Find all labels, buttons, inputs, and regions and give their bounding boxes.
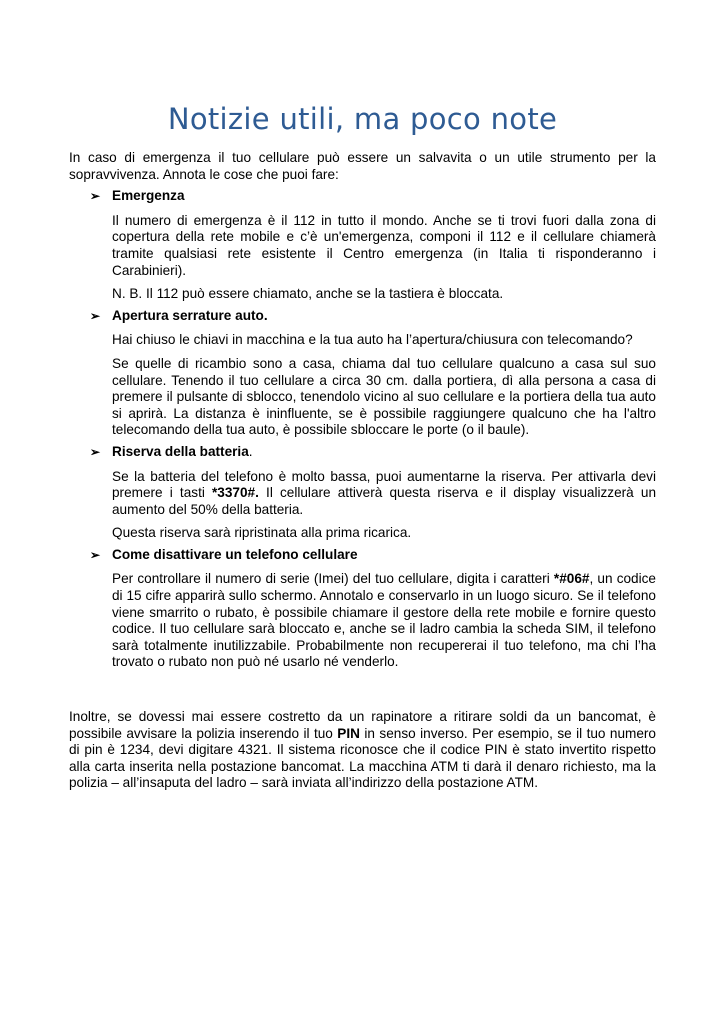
text-run: Inoltre, se dovessi mai essere costretto da un rapinatore a ritirare soldi da un bancomat, è possibile avvisare la polizia inserendo il tuo: [69, 709, 656, 741]
text-run: Per controllare il numero di serie (Imei) del tuo cellulare, digita i caratteri: [112, 571, 554, 587]
arrow-bullet-icon: ➢: [90, 444, 101, 459]
arrow-bullet-icon: ➢: [90, 189, 101, 204]
section-heading-text: Emergenza: [112, 188, 185, 204]
arrow-bullet-icon: ➢: [90, 547, 101, 562]
code-text: *#06#: [553, 571, 590, 587]
section-paragraph: [112, 469, 656, 519]
section-heading-text: Riserva della batteria: [112, 443, 249, 459]
section-apertura-serrature: [90, 307, 656, 439]
section-heading: [90, 188, 656, 205]
section-paragraph: Il numero di emergenza è il 112 in tutto il mondo. Anche se ti trovi fuori dalla zona di copertura della rete mobile e c’è un'emergenza, componi il 112 e il cellulare chiamerà tramite qualsiasi rete esistente il Centro emergenza (in Italia ti risponderanno i Carabinieri).: [112, 212, 656, 278]
text-run: in senso inverso. Per esempio, se il tuo numero di pin è 1234, devi digitare 4321. Il sistema riconosce che il codice PIN è stato invertito rispetto alla carta inserita nella postazione bancomat. La macchina ATM ti darà il denaro richiesto, ma la polizia – all’insaputa del ladro – sarà inviata all’indirizzo della postazione ATM.: [69, 725, 656, 791]
text-run: , un codice di 15 cifre apparirà sullo schermo. Annotalo e conservarlo in un luogo sicuro. Se il telefono viene smarrito o rubato, è possibile chiamare il gestore della rete mobile e fornire questo codice. Il tuo cellulare sarà bloccato e, anche se il ladro cambia la scheda SIM, il telefono sarà totalmente inutilizzabile. Probabilmente non recupererai il tuo telefono, ma chi l’ha trovato o rubato non può né usarlo né venderlo.: [112, 571, 656, 670]
section-heading-text: Apertura serrature auto.: [112, 307, 268, 323]
text-run: Se la batteria del telefono è molto bassa, puoi aumentarne la riserva. Per attivarla devi premere i tasti: [112, 468, 656, 501]
section-paragraph: Questa riserva sarà ripristinata alla prima ricarica.: [112, 525, 412, 541]
intro-paragraph: In caso di emergenza il tuo cellulare può essere un salvavita o un utile strumento per la sopravvivenza. Annota le cose che puoi fare:: [69, 150, 656, 182]
section-paragraph: [112, 571, 656, 671]
page-title: Notizie utili, ma poco note: [167, 102, 558, 136]
arrow-bullet-icon: ➢: [90, 308, 101, 323]
closing-paragraph: [69, 709, 656, 792]
section-riserva-batteria: [90, 443, 657, 542]
section-heading-suffix: .: [248, 443, 253, 459]
section-heading-text: Come disattivare un telefono cellulare: [112, 546, 358, 562]
section-heading: [90, 307, 656, 325]
section-heading: [90, 546, 656, 564]
section-disattivare-cellulare: [90, 546, 656, 671]
code-text: *3370#.: [212, 485, 259, 501]
section-emergenza: [90, 188, 656, 303]
section-paragraph: Se quelle di ricambio sono a casa, chiama dal tuo cellulare qualcuno a casa sul suo cellulare. Tenendo il tuo cellulare a circa 30 cm. dalla portiera, dì alla persona a casa di premere il pulsante di sblocco, tenendolo vicino al suo cellulare e la portiera della tua auto si aprirà. La distanza è ininfluente, se è possibile raggiungere qualcuno che ha l'altro telecomando della tua auto, è possibile sbloccare le porte (o il baule).: [112, 355, 656, 438]
text-run: Il cellulare attiverà questa riserva e il display visualizzerà un aumento del 50% della batteria.: [112, 485, 657, 517]
section-heading: [90, 443, 656, 461]
section-paragraph: N. B. Il 112 può essere chiamato, anche se la tastiera è bloccata.: [112, 286, 504, 302]
section-paragraph: Hai chiuso le chiavi in macchina e la tua auto ha l’apertura/chiusura con telecomando?: [112, 332, 633, 348]
pin-text: PIN: [337, 725, 360, 741]
